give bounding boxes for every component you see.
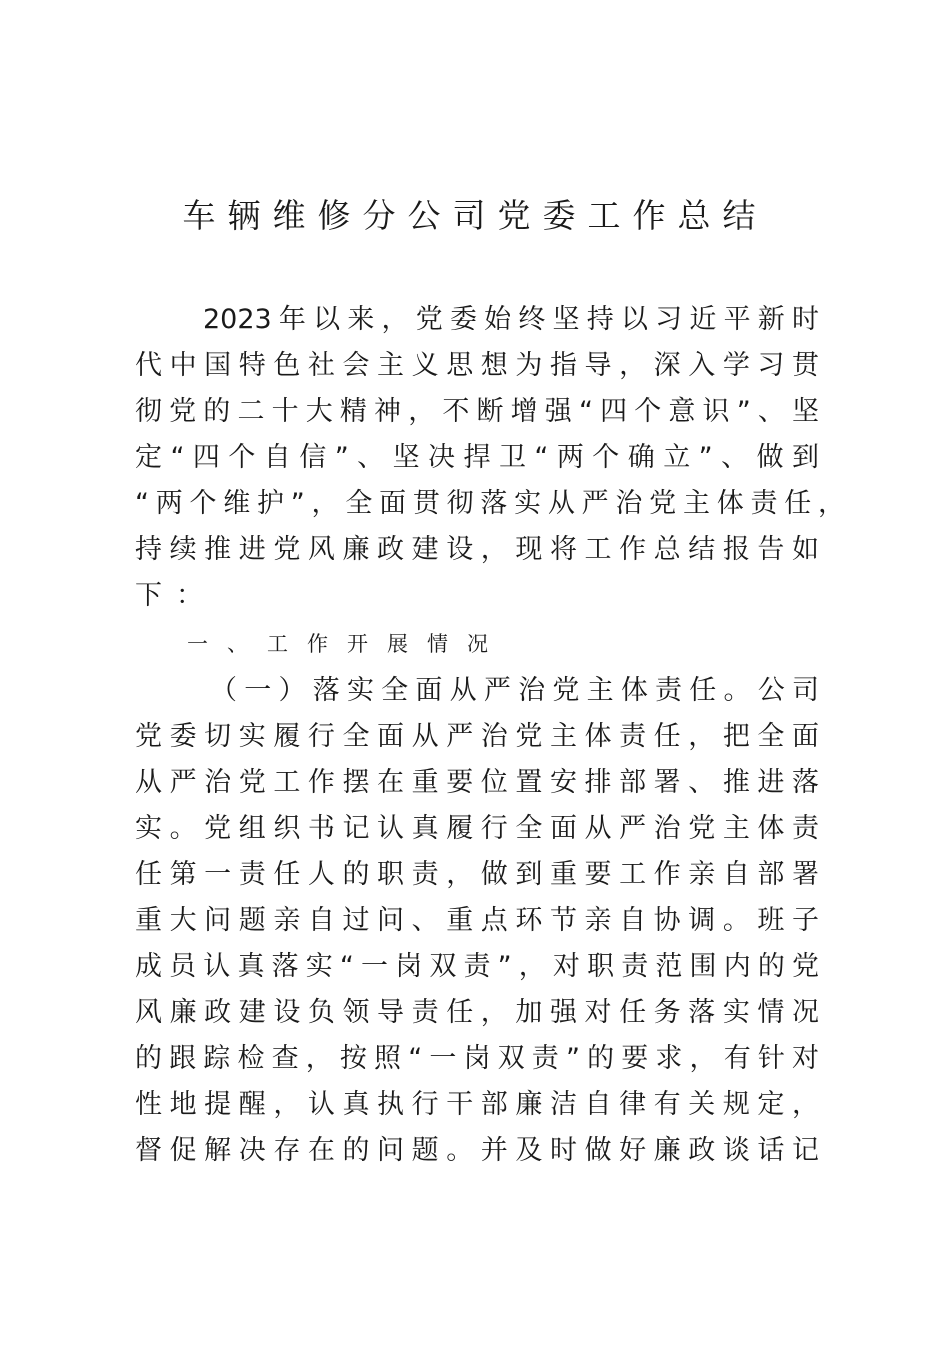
section-1-line-1: （一）落实全面从严治党主体责任。公司 <box>210 675 819 706</box>
section-1-line-4: 实。党组织书记认真履行全面从严治党主体责 <box>135 813 819 844</box>
section-1-line-7: 成员认真落实“一岗双责”，对职责范围内的党 <box>135 951 819 982</box>
intro-line-2: 代中国特色社会主义思想为指导，深入学习贯 <box>135 350 819 381</box>
intro-line-1: 2023年以来，党委始终坚持以习近平新时 <box>203 304 819 335</box>
section-1-line-6: 重大问题亲自过问、重点环节亲自协调。班子 <box>135 905 819 936</box>
intro-line-6: 持续推进党风廉政建设，现将工作总结报告如 <box>135 534 819 565</box>
document-title: 车辆维修分公司党委工作总结 <box>182 196 768 235</box>
intro-line-5: “两个维护”，全面贯彻落实从严治党主体责任， <box>135 488 845 519</box>
section-1-line-8: 风廉政建设负领导责任，加强对任务落实情况 <box>135 997 819 1028</box>
section-1-line-3: 从严治党工作摆在重要位置安排部署、推进落 <box>135 767 819 798</box>
section-1-line-9: 的跟踪检查，按照“一岗双责”的要求，有针对 <box>135 1043 819 1074</box>
section-1-line-2: 党委切实履行全面从严治党主体责任，把全面 <box>135 721 819 752</box>
section-heading: 一、工作开展情况 <box>187 632 507 656</box>
section-1-line-11: 督促解决存在的问题。并及时做好廉政谈话记 <box>135 1135 819 1166</box>
section-1-line-5: 任第一责任人的职责，做到重要工作亲自部署 <box>135 859 819 890</box>
intro-line-4: 定“四个自信”、坚决捍卫“两个确立”、做到 <box>135 442 819 473</box>
section-1-line-10: 性地提醒，认真执行干部廉洁自律有关规定， <box>135 1089 819 1120</box>
intro-line-7: 下： <box>135 580 217 611</box>
intro-line-3: 彻党的二十大精神，不断增强“四个意识”、坚 <box>135 396 819 427</box>
